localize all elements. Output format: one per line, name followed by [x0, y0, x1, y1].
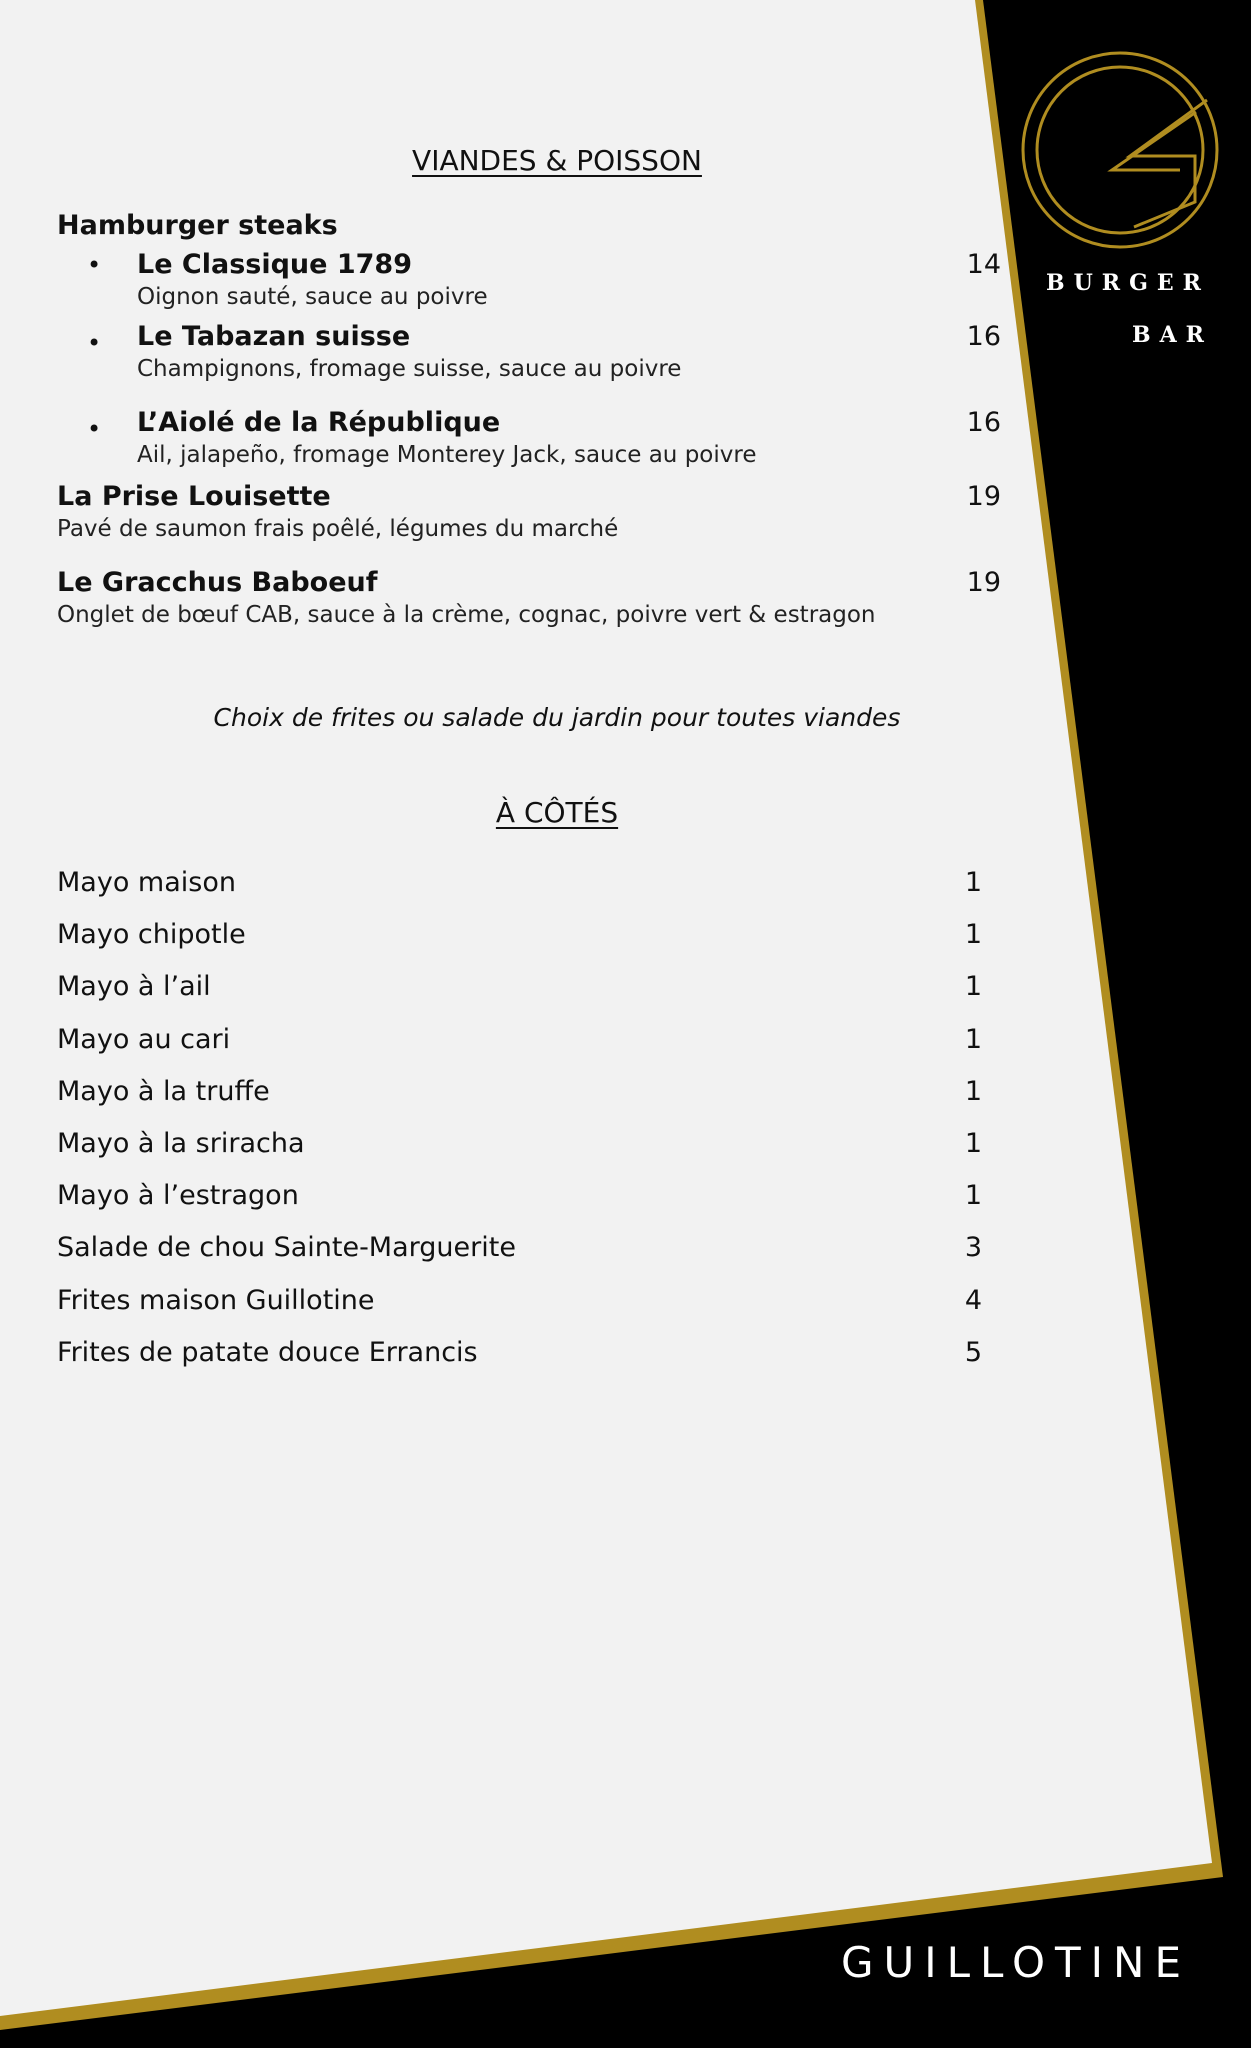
menu-item [87, 406, 1001, 470]
list-item [57, 1179, 982, 1231]
side-price: 1 [964, 919, 982, 951]
list-item [57, 918, 982, 970]
item-name: L’Aiolé de la République [137, 407, 501, 438]
side-name: Mayo à l’estragon [57, 1180, 299, 1212]
menu-item [57, 480, 1001, 544]
side-price: 1 [964, 867, 982, 898]
side-price: 1 [964, 1180, 982, 1212]
item-description: Champignons, fromage suisse, sauce au poivre [137, 356, 682, 382]
side-name: Mayo maison [57, 867, 236, 898]
group-heading-hamburger-steaks: Hamburger steaks [57, 210, 338, 241]
brand-name: GUILLOTINE [840, 1938, 1191, 1987]
list-item [57, 1127, 982, 1179]
side-price: 5 [964, 1336, 982, 1368]
item-price: 16 [966, 407, 1001, 438]
list-item [57, 1284, 982, 1336]
side-price: 1 [964, 1127, 982, 1159]
side-price: 1 [964, 971, 982, 1003]
item-description: Ail, jalapeño, fromage Monterey Jack, sauce au poivre [137, 442, 757, 468]
item-name: Le Tabazan suisse [137, 321, 411, 352]
bullet-icon: • [87, 251, 102, 279]
menu-note: Choix de frites ou salade du jardin pour toutes viandes [213, 703, 901, 732]
item-description: Oignon sauté, sauce au poivre [137, 284, 488, 310]
menu-item [87, 320, 1001, 384]
sides-list [57, 866, 982, 1388]
list-item [57, 970, 982, 1022]
bullet-icon: • [87, 415, 102, 443]
logo-burger-text: BURGER [1046, 270, 1210, 296]
side-name: Mayo à la sriracha [57, 1127, 305, 1159]
side-price: 3 [964, 1232, 982, 1264]
side-name: Frites de patate douce Errancis [57, 1336, 478, 1368]
item-description: Pavé de saumon frais poêlé, légumes du marché [57, 516, 619, 542]
list-item [57, 1075, 982, 1127]
side-price: 4 [964, 1284, 982, 1316]
side-price: 1 [964, 1075, 982, 1107]
side-price: 1 [964, 1023, 982, 1055]
menu-item [87, 248, 1001, 312]
list-item [57, 1231, 982, 1283]
item-name: Le Gracchus Baboeuf [57, 567, 378, 598]
item-name: La Prise Louisette [57, 481, 331, 512]
item-price: 16 [966, 321, 1001, 352]
logo-bar-text: BAR [1132, 322, 1213, 348]
item-price: 19 [966, 567, 1001, 598]
bullet-icon: • [87, 329, 102, 357]
item-price: 19 [966, 481, 1001, 512]
side-name: Mayo à la truffe [57, 1075, 270, 1107]
section-title-viandes: VIANDES & POISSON [412, 144, 702, 177]
section-title-cotes: À CÔTÉS [495, 796, 619, 829]
item-name: Le Classique 1789 [137, 249, 413, 280]
list-item [57, 1023, 982, 1075]
side-name: Mayo au cari [57, 1023, 231, 1055]
list-item [57, 1336, 982, 1388]
side-name: Mayo chipotle [57, 919, 246, 951]
side-name: Frites maison Guillotine [57, 1284, 375, 1316]
item-description: Onglet de bœuf CAB, sauce à la crème, cognac, poivre vert & estragon [57, 602, 876, 628]
menu-item [57, 566, 1001, 630]
side-name: Mayo à l’ail [57, 971, 211, 1003]
list-item [57, 866, 982, 918]
item-price: 14 [966, 249, 1001, 280]
side-name: Salade de chou Sainte-Marguerite [57, 1232, 516, 1264]
